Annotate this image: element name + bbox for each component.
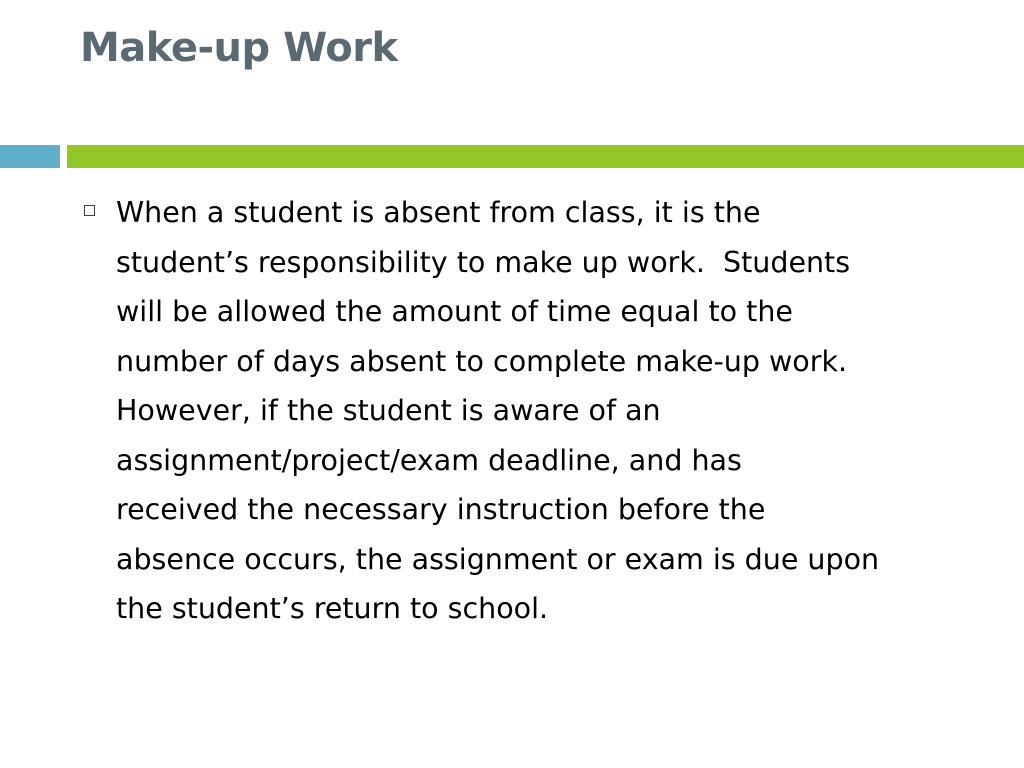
bullet-text-line: absence occurs, the assignment or exam is due upon [116,542,880,576]
bullet-text-line: However, if the student is aware of an [116,394,661,427]
accent-bar-right [67,145,1024,168]
slide-title: Make-up Work [80,25,398,71]
bullet-text [116,188,976,634]
bullet-text-line: received the necessary instruction before the [116,493,766,526]
bullet-text-line: When a student is absent from class, it is the [116,196,761,229]
bullet-text-line: will be allowed the amount of time equal to the [116,295,793,328]
bullet-text-line: the student’s return to school. [116,592,549,625]
hollow-square-bullet-icon [84,205,95,216]
accent-bar-left [0,145,60,168]
bullet-text-line: student’s responsibility to make up work. Students [116,245,851,279]
bullet-text-line: number of days absent to complete make-up work. [116,344,848,378]
bullet-text-line: assignment/project/exam deadline, and has [116,443,742,477]
